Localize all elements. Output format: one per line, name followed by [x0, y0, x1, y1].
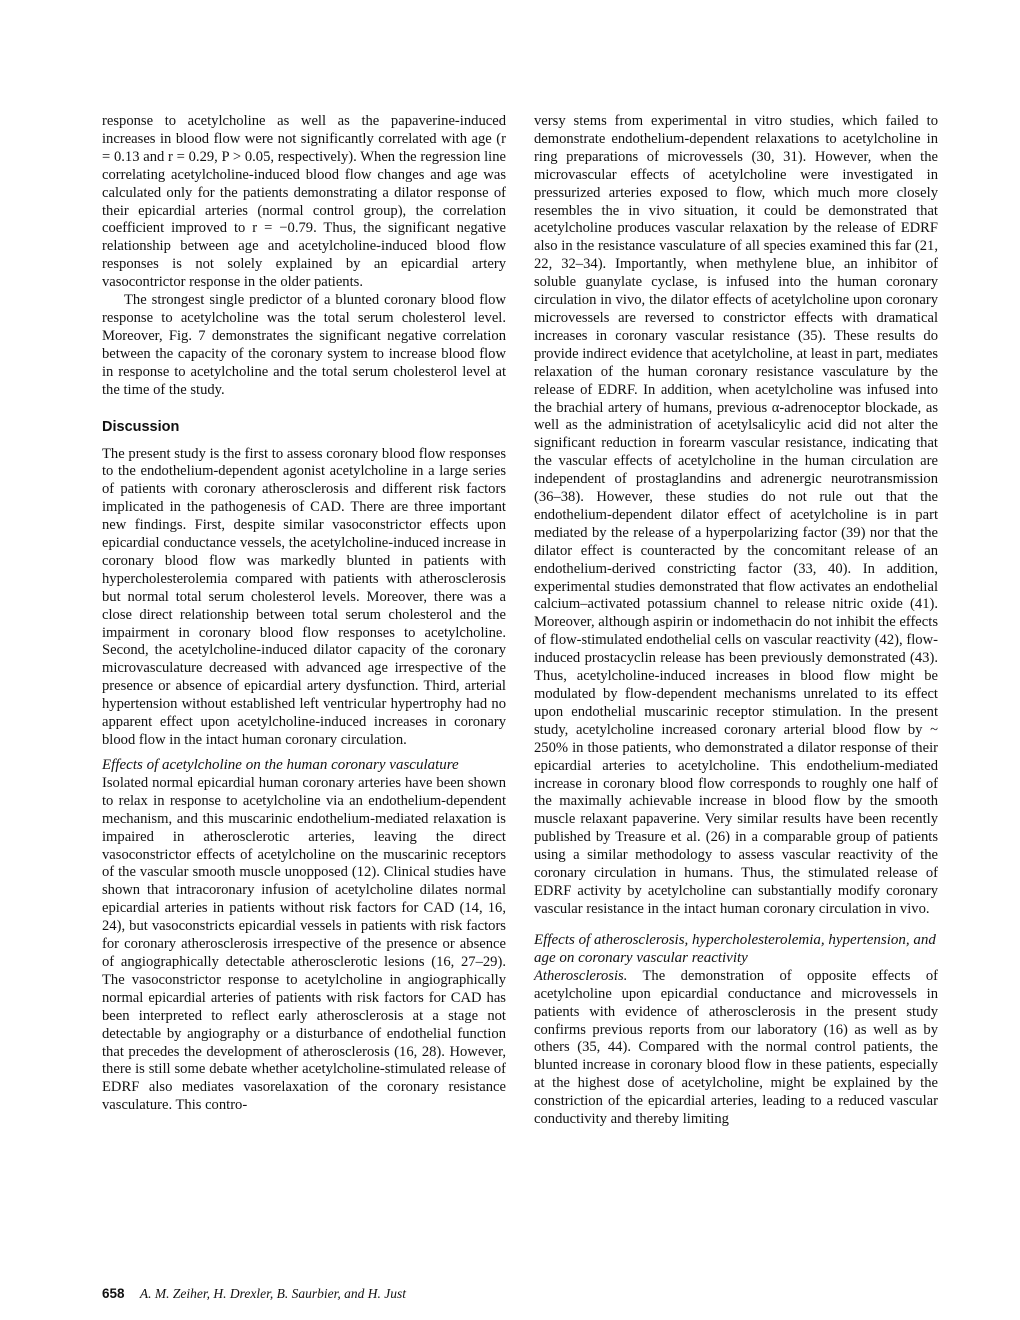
discussion-paragraph-microvessels: versy stems from experimental in vitro studies, which failed to demonstrate endothelium-dependent relaxations to acetylcholine in ring preparations of microvessels (30, 31). However, when the microvascular effects of acetylcholine were investigated in pressurized arteries exposed to flow, which much more closely resembles the in vivo situation, it could be demonstrated that acetylcholine produces vascular relaxation by the release of EDRF also in the resistance vasculature of all species examined this far (21, 22, 32–34). Importantly, when methylene blue, an inhibitor of soluble guanylate cyclase, is infused into the human coronary circulation in vivo, the dilator effects of acetylcholine upon coronary microvessels are reversed to constrictor effects with dramatical increases in coronary vascular resistance (35). These results do provide indirect evidence that acetylcholine, at least in part, mediates relaxation of the human coronary resistance vasculature by the release of EDRF. In addition, when acetylcholine was infused into the brachial artery of humans, previous α-adrenoceptor blockade, as well as the administration of acetylsalicylic acid did not alter the significant reduction in forearm vascular resistance, indicating that the vascular effects of acetylcholine in the human circulation are independent of prostaglandins and adrenergic neurotransmission (36–38). However, these studies do not rule out that the endothelium-dependent dilator effect of acetylcholine is in part mediated by the release of a hyperpolarizing factor (39) nor that the dilator effect is counteracted by the concomitant release of an endothelium-derived constricting factor (33, 40). In addition, experimental studies demonstrated that flow activates an endothelial calcium–activated potassium channel to release nitric oxide (41). Moreover, although aspirin or indomethacin do not inhibit the effects of flow-stimulated endothelial cells on vascular reactivity (42), flow-induced prostacyclin release has been previously demonstrated (43). Thus, acetylcholine-induced increases in blood flow might be modulated by flow-dependent mechanisms unrelated to its effect upon endothelial muscarinic receptor stimulation. In the present study, acetylcholine increased coronary arterial blood flow by ~ 250% in those patients, who demonstrated a dilator response of their epicardial arteries to acetylcholine. This endothelium-mediated increase in coronary blood flow corresponds to roughly one half of the maximally achievable increase in blood flow by the smooth muscle relaxant papaverine. Very similar results have been recently published by Treasure et al. (26) in a comparable group of patients using a similar methodology to assess vascular reactivity of the coronary circulation in humans. Thus, the stimulated release of EDRF activity by acetylcholine can substantially modify coronary vascular resistance in the intact human coronary circulation in vivo.: [534, 113, 939, 917]
page-number: 658: [102, 1286, 125, 1301]
subheading-risk-factors: Effects of atherosclerosis, hypercholesterolemia, hypertension, and age on coronary vascular reactivity: [534, 931, 936, 966]
discussion-heading: Discussion: [102, 418, 180, 435]
results-paragraph-cholesterol: The strongest single predictor of a blunted coronary blood flow response to acetylcholine was the total serum cholesterol level. Moreover, Fig. 7 demonstrates the significant negative correlation between the capacity of the coronary system to increase blood flow in response to acetylcholine and the total serum cholesterol level at the time of the study.: [102, 292, 506, 398]
footer-authors: A. M. Zeiher, H. Drexler, B. Saurbier, and H. Just: [139, 1286, 407, 1301]
page-footer: [102, 1286, 406, 1302]
atherosclerosis-text: The demonstration of opposite effects of acetylcholine upon epicardial conductance and microvessels in patients with evidence of atherosclerosis in the present study confirms previous reports from our laboratory (16) as well as by others (35, 44). Compared with the normal control patients, the blunted increase in coronary blood flow in these patients, especially at the highest dose of acetylcholine, might be explained by the constriction of the epicardial arteries, leading to a reduced vascular conductivity and thereby limiting: [534, 967, 938, 1128]
subheading-acetylcholine-effects: Effects of acetylcholine on the human coronary vasculature: [102, 756, 459, 773]
discussion-paragraph-atherosclerosis: [534, 968, 938, 1129]
left-column: [102, 113, 506, 1115]
discussion-paragraph-findings: The present study is the first to assess coronary blood flow responses to the endothelium-dependent agonist acetylcholine in a large series of patients with coronary atherosclerosis and different risk factors implicated in the pathogenesis of CAD. There are three important new findings. First, despite similar vasoconstrictor effects upon epicardial conductance vessels, the acetylcholine-induced increase in coronary blood flow was markedly blunted in patients with hypercholesterolemia compared with patients with atherosclerosis but normal total serum cholesterol levels. Moreover, there was a close direct relationship between total serum cholesterol and the impairment in coronary blood flow responses to acetylcholine. Second, the acetylcholine-induced dilator capacity of the coronary microvasculature decreased with advanced age irrespective of the presence or absence of epicardial artery dysfunction. Third, arterial hypertension without established left ventricular hypertrophy had no apparent effect upon acetylcholine-induced increases in coronary blood flow in the intact human coronary circulation.: [102, 445, 506, 748]
runin-label-atherosclerosis: Atherosclerosis.: [534, 967, 628, 984]
results-paragraph-age: response to acetylcholine as well as the papaverine-induced increases in blood flow were not significantly correlated with age (r = 0.13 and r = 0.29, P > 0.05, respectively). When the regression line correlating acetylcholine-induced blood flow changes and age was calculated only for the patients demonstrating a dilator response of their epicardial arteries (normal control group), the correlation coefficient improved to r = −0.79. Thus, the significant negative relationship between age and acetylcholine-induced blood flow responses is not solely explained by an epicardial artery vasocontrictor response in the older patients.: [102, 113, 506, 291]
discussion-paragraph-acetylcholine: Isolated normal epicardial human coronary arteries have been shown to relax in response to acetylcholine via an endothelium-dependent mechanism, and this muscarinic endothelium-mediated relaxation is impaired in atherosclerotic arteries, leaving the direct vasoconstrictor effects of acetylcholine on the muscarinic receptors of the vascular smooth muscle unopposed (12). Clinical studies have shown that intracoronary infusion of acetylcholine dilates normal epicardial arteries in patients without risk factors for CAD (14, 16, 24), but vasoconstricts epicardial vessels in patients with risk factors for coronary atherosclerosis irrespective of the presence or absence of angiographically detectable atherosclerotic lesions (16, 27–29). The vasoconstrictor response to acetylcholine in angiographically normal epicardial arteries of patients with risk factors for CAD has been interpreted to reflect early atherosclerosis at a stage not detectable by angiography or a disturbance of endothelial function that precedes the development of atherosclerosis (16, 28). However, there is still some debate whether acetylcholine-stimulated release of EDRF also mediates vasorelaxation of the coronary resistance vasculature. This contro-: [102, 774, 506, 1114]
right-column: [534, 113, 938, 1129]
